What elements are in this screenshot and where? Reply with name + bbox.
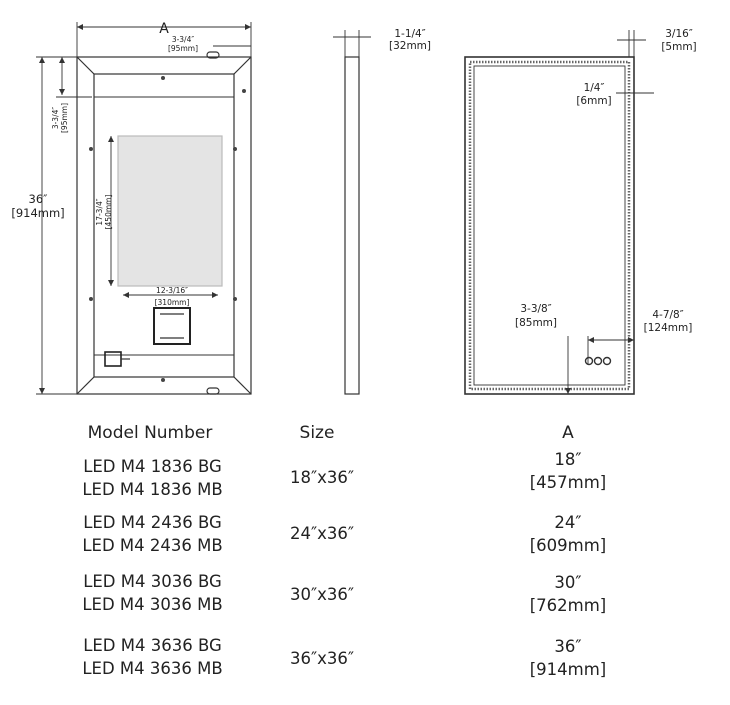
- side-profile: [345, 57, 359, 394]
- connector: [105, 352, 121, 366]
- header-model-number: Model Number: [87, 423, 213, 443]
- table-row-a-mm: [914mm]: [529, 660, 607, 679]
- dim-hole-offset-mm: [95mm]: [167, 44, 199, 53]
- bottom-hanger: [207, 388, 219, 394]
- table-row-a-in: 24″: [554, 513, 582, 532]
- table-row-size: 30″x36″: [289, 585, 355, 604]
- dim-height-mm: [914mm]: [11, 206, 65, 220]
- dim-depth-mm: [32mm]: [388, 40, 432, 52]
- table-row-a-mm: [762mm]: [529, 596, 607, 615]
- table-row-model-bg: LED M4 3636 BG: [83, 636, 222, 655]
- dim-plate-height-in: 17-3/4″: [95, 198, 104, 226]
- switch-button-2: [595, 358, 602, 365]
- table-row-size: 36″x36″: [289, 649, 355, 668]
- table-row-size: 18″x36″: [289, 468, 355, 487]
- table-row-model-mb: LED M4 3636 MB: [82, 659, 223, 678]
- dim-height-in: 36″: [28, 192, 48, 206]
- header-a: A: [562, 423, 574, 443]
- table-row-model-bg: LED M4 3036 BG: [83, 572, 222, 591]
- table-row-a-in: 36″: [554, 637, 582, 656]
- dim-side-offset-in: 3-3/4″: [51, 106, 60, 130]
- dim-depth-in: 1-1/4″: [394, 28, 426, 40]
- table-row-model-bg: LED M4 2436 BG: [83, 513, 222, 532]
- dim-plate-width-mm: [310mm]: [154, 298, 190, 307]
- table-row-model-mb: LED M4 1836 MB: [82, 480, 223, 499]
- dim-switch-offset-mm: [124mm]: [643, 322, 693, 334]
- front-outer-frame: [465, 57, 634, 394]
- side-view: [333, 30, 371, 394]
- table-row-size: 24″x36″: [289, 524, 355, 543]
- table-row-a-in: 18″: [554, 450, 582, 469]
- table-row-a-in: 30″: [554, 573, 582, 592]
- dim-light-inset-mm: [6mm]: [576, 95, 612, 107]
- dim-light-inset-in: 1/4″: [583, 82, 605, 94]
- table-row-a-mm: [457mm]: [529, 473, 607, 492]
- dim-plate-height-mm: [450mm]: [104, 194, 113, 230]
- front-view: [465, 57, 634, 394]
- table-row-a-mm: [609mm]: [529, 536, 607, 555]
- dim-switch-height-in: 3-3/8″: [520, 303, 552, 315]
- front-inner-glass: [474, 66, 625, 385]
- header-size: Size: [299, 423, 335, 443]
- dim-plate-width-in: 12-3/16″: [156, 286, 188, 295]
- dim-frame-in: 3/16″: [665, 28, 693, 40]
- dim-switch-height-mm: [85mm]: [514, 317, 558, 329]
- dim-a-label: A: [159, 21, 169, 37]
- table-row-model-mb: LED M4 3036 MB: [82, 595, 223, 614]
- dim-switch-offset-in: 4-7/8″: [652, 309, 684, 321]
- switch-button-3: [604, 358, 611, 365]
- dim-hole-offset-in: 3-3/4″: [171, 35, 195, 44]
- table-row-model-mb: LED M4 2436 MB: [82, 536, 223, 555]
- dim-frame-mm: [5mm]: [661, 41, 697, 53]
- mounting-plate: [118, 136, 222, 286]
- switch-button-1: [586, 358, 593, 365]
- dim-side-offset-mm: [95mm]: [60, 102, 69, 134]
- spec-table: [0, 418, 730, 705]
- table-row-model-bg: LED M4 1836 BG: [83, 457, 222, 476]
